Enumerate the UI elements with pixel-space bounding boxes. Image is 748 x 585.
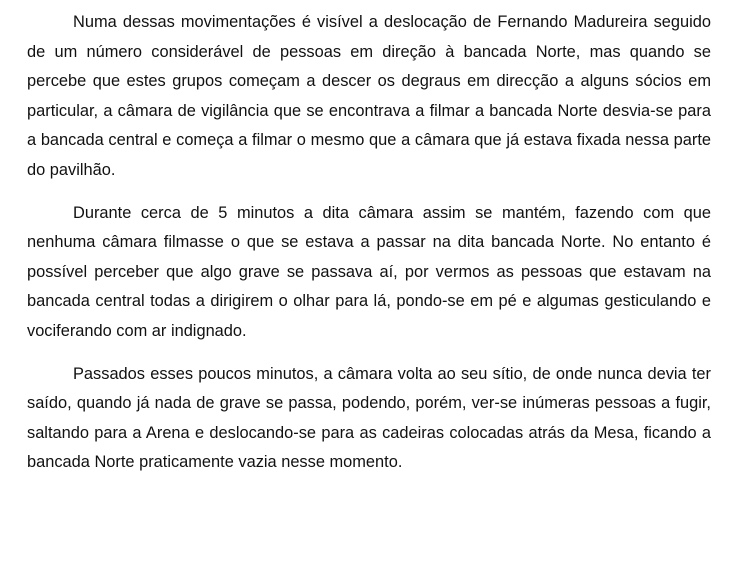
paragraph-1: Numa dessas movimentações é visível a deslocação de Fernando Madureira seguido de um número considerável de pessoas em direção à bancada Norte, mas quando se percebe que estes grupos começam a descer os degraus em direcção a alguns sócios em particular, a câmara de vigilância que se encontrava a filmar a bancada Norte desvia-se para a bancada central e começa a filmar o mesmo que a câmara que já estava fixada nessa parte do pavilhão. xyxy=(27,13,711,179)
paragraph-3: Passados esses poucos minutos, a câmara volta ao seu sítio, de onde nunca devia ter saído, quando já nada de grave se passa, podendo, porém, ver-se inúmeras pessoas a fugir, saltando para a Arena e deslocando-se para as cadeiras colocadas atrás da Mesa, ficando a bancada Norte praticamente vazia nesse momento. xyxy=(27,364,711,472)
paragraph-2: Durante cerca de 5 minutos a dita câmara assim se mantém, fazendo com que nenhuma câmara filmasse o que se estava a passar na dita bancada Norte. No entanto é possível perceber que algo grave se passava aí, por vermos as pessoas que estavam na bancada central todas a dirigirem o olhar para lá, pondo-se em pé e algumas gesticulando e vociferando com ar indignado. xyxy=(27,203,711,340)
document-page xyxy=(27,8,711,491)
